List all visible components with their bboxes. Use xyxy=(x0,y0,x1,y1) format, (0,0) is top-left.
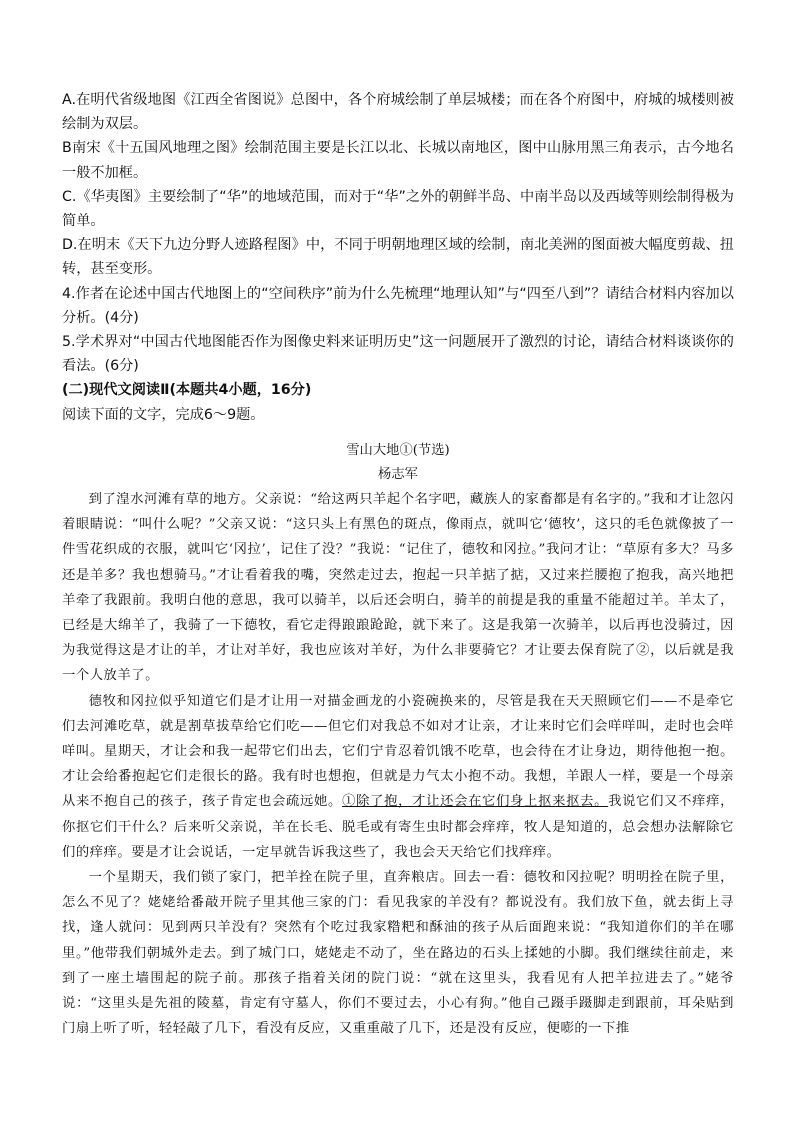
story-paragraph-3: 一个星期天，我们锁了家门，把羊拴在院子里，直奔粮店。回去一看：德牧和冈拉呢？明明拴在院子里，怎么不见了？姥姥给番敲开院子里其他三家的门：看见我家的羊没有？都说没有。我们放下鱼，就去街上寻找，逢人就问：见到两只羊没有？突然有个吃过我家糌粑和酥油的孩子从后面跑来说：“我知道你们的羊在哪里。”他带我们朝城外走去。到了城门口，姥姥走不动了，坐在路边的石头上揉她的小脚。我们继续往前走，来到了一座土墙围起的院子前。那孩子指着关闭的院门说：“就在这里头，我看见有人把羊拉进去了。”姥爷说：“这里头是先祖的陵墓，肯定有守墓人，你们不要过去，小心有狗。”他自己蹑手蹑脚走到跟前，耳朵贴到门扇上听了听，轻轻敲了几下，看没有反应，又重重敲了几下，还是没有反应，便嘭的一下推 xyxy=(62,870,734,1037)
option-b: B南宋《十五国风地理之图》绘制范围主要是长江以北、长城以南地区，图中山脉用黑三角表示，古今地名一般不加框。 xyxy=(62,140,734,181)
story-paragraph-2 xyxy=(62,689,734,865)
story-title: 雪山大地①(节选) xyxy=(346,443,450,458)
question-4: 4.作者在论述中国古代地图上的“空间秩序”前为什么先梳理“地理认知”与“四至八到”？请结合材料内容加以分析。(4分) xyxy=(62,285,734,326)
section-heading: (二)现代文阅读Ⅱ(本题共4小题，16分) xyxy=(62,382,312,399)
option-d: D.在明末《天下九边分野人迹路程图》中，不同于明朝地理区域的绘制，南北美洲的图面被大幅度剪裁、扭转，甚至变形。 xyxy=(62,237,734,278)
option-a: A.在明代省级地图《江西全省图说》总图中，各个府城绘制了单层城楼；而在各个府图中，府城的城楼则被绘制为双层。 xyxy=(62,92,734,133)
paragraph-2-text: 德牧和冈拉似乎知道它们是才让用一对描金画龙的小瓷碗换来的，尽管是我在天天照顾它们——不是牵它们去河滩吃草，就是割草拔草给它们吃——但它们对我总不如对才让亲，才让来时它们会咩咩叫，走时也会咩咩叫。星期天，才让会和我一起带它们出去，它们宁肯忍着饥饿不吃草，也会待在才让身边，期待他抱一抱。才让会给番抱起它们走很长的路。我有时也想抱，但就是力气太小抱不动。我想，羊跟人一样，要是一个母亲从来不抱自己的孩子，孩子肯定也会疏远她。 xyxy=(62,693,734,810)
option-c: C.《华夷图》主要绘制了“华”的地域范围，而对于“华”之外的朝鲜半岛、中南半岛以及西域等则绘制得极为简单。 xyxy=(62,188,734,230)
underlined-sentence-1: ①除了抱，才让还会在它们身上抠来抠去。 xyxy=(342,794,609,810)
story-author: 杨志军 xyxy=(378,467,418,482)
story-excerpt xyxy=(62,438,734,1041)
question-block xyxy=(62,88,734,427)
reading-instruction: 阅读下面的文字，完成6～9题。 xyxy=(62,406,265,423)
story-paragraph-1: 到了湟水河滩有草的地方。父亲说：“给这两只羊起个名字吧，藏族人的家畜都是有名字的。”我和才让忽闪着眼睛说：“叫什么呢？”父亲又说：“这只头上有黑色的斑点，像雨点，就叫它‘德牧’，这只的毛色就像披了一件雪花织成的衣服，就叫它‘冈拉’，记住了没？”我说：“记住了，德牧和冈拉。”我问才让：“草原有多大？马多还是羊多？我也想骑马。”才让看着我的嘴，突然走过去，抱起一只羊掂了掂，又过来拦腰抱了抱我，高兴地把羊牵了我跟前。我明白他的意思，我可以骑羊，以后还会明白，骑羊的前提是我的重量不能超过羊。羊太了，已经是大绵羊了，我骑了一下德牧，看它走得踉踉跄跄，就下来了。这是我第一次骑羊，以后再也没骑过，因为我觉得这是才让的羊，才让对羊好，我也应该对羊好，为什么非要骑它？才让要去保育院了②，以后就是我一个人放羊了。 xyxy=(62,492,734,684)
question-5: 5.学术界对“中国古代地图能否作为图像史料来证明历史”这一问题展开了激烈的讨论，请结合材料谈谈你的看法。(6分) xyxy=(62,334,734,375)
paragraph-2-text-rest: 我说它们又不痒痒，你抠它们干什么？后来听父亲说，羊在长毛、脱毛或有寄生虫时都会痒痒，牧人是知道的，总会想办法解除它们的痒痒。要是才让会说话，一定早就告诉我这些了，我也会天天给它们找痒痒。 xyxy=(62,794,734,860)
